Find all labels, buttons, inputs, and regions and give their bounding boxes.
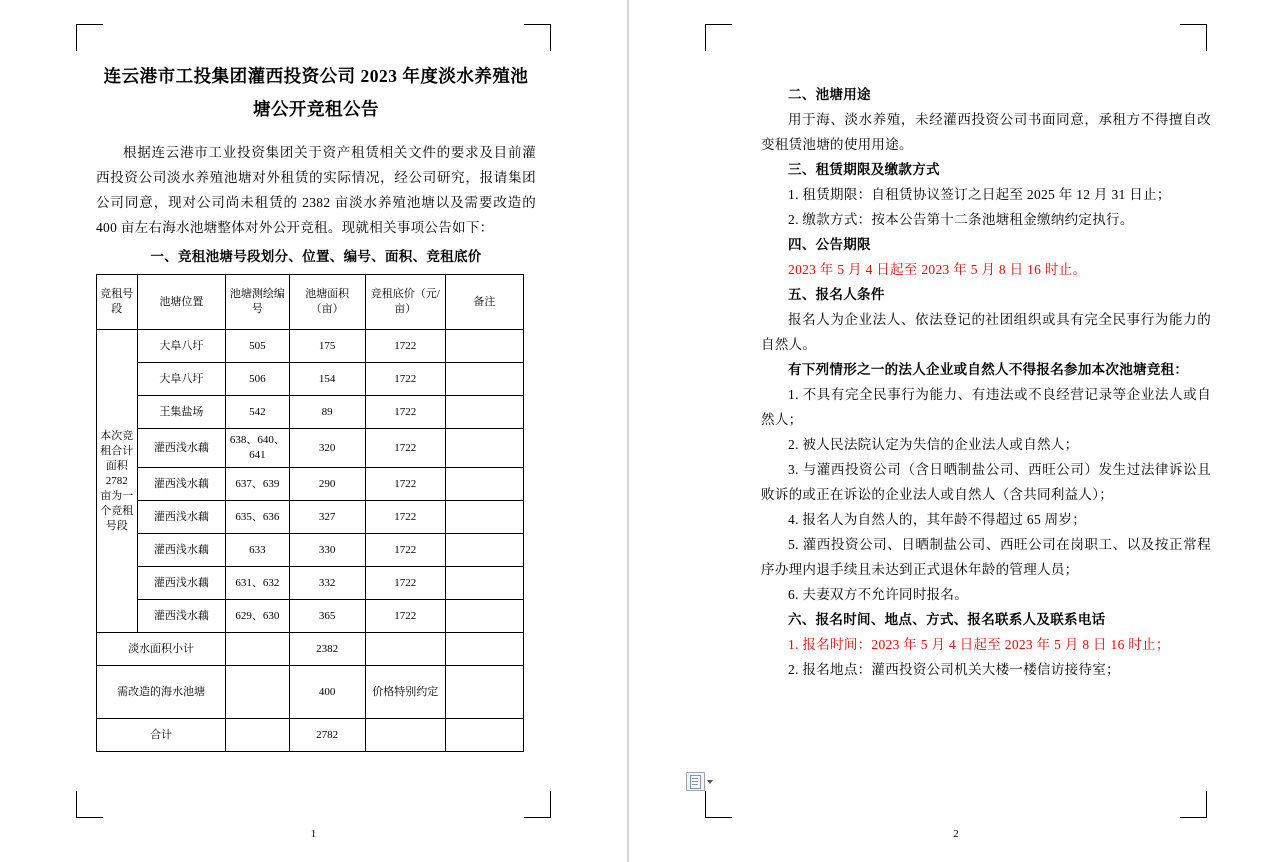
paragraph: 5. 灌西投资公司、日晒制盐公司、西旺公司在岗职工、以及按正常程序办理内退手续且未达到正式退休年龄的管理人员； [761,537,1212,577]
table-cell-total-code [226,719,290,752]
table-cell-location: 大阜八圩 [137,330,226,363]
crop-mark-top-right [524,24,551,51]
page-1-content [96,60,536,752]
paragraph: 1. 租赁期限：自租赁协议签订之日起至 2025 年 12 月 31 日止； [788,187,1171,202]
paragraph: 报名人为企业法人、依法登记的社团组织或具有完全民事行为能力的自然人。 [761,312,1212,352]
table-cell-subtotal-price [365,633,445,666]
table-cell-price: 1722 [365,600,445,633]
crop-mark-bottom-right [1180,791,1207,818]
table-cell-location: 灌西浅水藕 [137,429,226,468]
registration-time-text: 1. 报名时间：2023 年 5 月 4 日起至 2023 年 5 月 8 日 16 时止； [788,637,1170,652]
table-row [97,396,524,429]
table-cell-code: 638、640、641 [226,429,290,468]
crop-mark-top-left [76,24,103,51]
section-heading-five: 五、报名人条件 [788,287,885,302]
table-header-cell: 竞租底价（元/亩） [365,275,445,330]
crop-mark-bottom-right [524,791,551,818]
bid-lot-cell: 本次竞租合计面积 2782 亩为一个竞租号段 [97,330,138,633]
table-cell-price: 1722 [365,396,445,429]
paste-options-icon[interactable] [686,772,705,791]
table-cell-note [445,501,523,534]
table-cell-location: 灌西浅水藕 [137,534,226,567]
table-cell-area: 290 [289,468,365,501]
intro-paragraph: 根据连云港市工业投资集团关于资产租赁相关文件的要求及目前灌西投资公司淡水养殖池塘对外租赁的实际情况，经公司研究，报请集团公司同意，现对公司尚未租赁的 2382 亩淡水养殖池塘以及需要改造的 400 亩左右海水池塘整体对外公开竞租。现就相关事项公告如下： [96,145,536,235]
table-cell-total-note [445,719,523,752]
table-cell-location: 灌西浅水藕 [137,600,226,633]
table-cell-total-area: 2782 [289,719,365,752]
section-heading-four: 四、公告期限 [788,237,871,252]
page-title: 连云港市工投集团灌西投资公司 2023 年度淡水养殖池塘公开竞租公告 [103,66,529,119]
table-cell-area: 332 [289,567,365,600]
table-row-seawater [97,666,524,719]
table-cell-price: 1722 [365,429,445,468]
table-cell-area: 327 [289,501,365,534]
paragraph: 6. 夫妻双方不允许同时报名。 [788,587,969,602]
table-cell-note [445,363,523,396]
table-header-cell: 竞租号段 [97,275,138,330]
document-page-2 [629,0,1283,862]
paragraph: 用于海、淡水养殖，未经灌西投资公司书面同意，承租方不得擅自改变租赁池塘的使用用途。 [761,112,1212,152]
table-row [97,501,524,534]
page-number-2: 2 [953,828,959,840]
table-cell-code: 506 [226,363,290,396]
paragraph: 2. 报名地点：灌西投资公司机关大楼一楼信访接待室； [788,662,1120,677]
table-cell-total-price [365,719,445,752]
section-heading-three: 三、租赁期限及缴款方式 [788,162,940,177]
document-page-1 [0,0,627,862]
paragraph: 3. 与灌西投资公司（含日晒制盐公司、西旺公司）发生过法律诉讼且败诉的或正在诉讼的企业法人或自然人（含共同利益人）； [761,462,1212,502]
crop-mark-bottom-left [76,791,103,818]
table-cell-area: 365 [289,600,365,633]
crop-mark-top-right [1180,24,1207,51]
table-cell-area: 320 [289,429,365,468]
table-cell-area: 175 [289,330,365,363]
table-row [97,468,524,501]
table-cell-area: 89 [289,396,365,429]
paragraph: 2. 缴款方式：按本公告第十二条池塘租金缴纳约定执行。 [788,212,1134,227]
table-header-cell: 池塘位置 [137,275,226,330]
table-cell-code: 637、639 [226,468,290,501]
table-cell-code: 631、632 [226,567,290,600]
paragraph: 4. 报名人为自然人的，其年龄不得超过 65 周岁； [788,512,1087,527]
table-cell-seawater-note [445,666,523,719]
table-cell-note [445,330,523,363]
table-cell-subtotal-area: 2382 [289,633,365,666]
table-cell-seawater-code [226,666,290,719]
table-row [97,363,524,396]
paragraph: 2. 被人民法院认定为失信的企业法人或自然人； [788,437,1079,452]
table-cell-note [445,468,523,501]
page-number-1: 1 [310,828,317,840]
table-cell-price: 1722 [365,567,445,600]
table-cell-price: 1722 [365,501,445,534]
table-cell-location: 大阜八圩 [137,363,226,396]
table-cell-code: 633 [226,534,290,567]
table-row [97,429,524,468]
table-cell-seawater-price: 价格特别约定 [365,666,445,719]
table-row [97,534,524,567]
chevron-down-icon[interactable] [707,780,713,784]
crop-mark-top-left [705,24,732,51]
table-header-cell: 备注 [445,275,523,330]
table-cell-code: 542 [226,396,290,429]
table-header-cell: 池塘测绘编号 [226,275,290,330]
table-cell-price: 1722 [365,468,445,501]
table-cell-code: 635、636 [226,501,290,534]
table-cell-area: 330 [289,534,365,567]
table-row-total [97,719,524,752]
announcement-period-text: 2023 年 5 月 4 日起至 2023 年 5 月 8 日 16 时止。 [788,262,1087,277]
paragraph-bold: 有下列情形之一的法人企业或自然人不得报名参加本次池塘竞租： [788,362,1189,377]
table-row [97,330,524,363]
section-heading-six: 六、报名时间、地点、方式、报名联系人及联系电话 [788,612,1106,627]
table-cell-seawater-label: 需改造的海水池塘 [97,666,226,719]
table-cell-subtotal-note [445,633,523,666]
table-cell-price: 1722 [365,330,445,363]
table-cell-note [445,567,523,600]
section-heading-one: 一、竞租池塘号段划分、位置、编号、面积、竞租底价 [150,249,482,264]
table-cell-note [445,396,523,429]
bid-table [96,274,524,752]
table-cell-total-label: 合计 [97,719,226,752]
paste-options-control[interactable] [686,772,713,791]
table-cell-price: 1722 [365,534,445,567]
crop-mark-bottom-left [705,791,732,818]
table-cell-note [445,534,523,567]
table-cell-code: 505 [226,330,290,363]
table-row-subtotal [97,633,524,666]
table-cell-location: 灌西浅水藕 [137,501,226,534]
table-header-cell: 池塘面积（亩） [289,275,365,330]
section-heading-two: 二、池塘用途 [788,87,871,102]
table-cell-note [445,600,523,633]
table-cell-location: 灌西浅水藕 [137,468,226,501]
table-cell-subtotal-code [226,633,290,666]
table-cell-area: 154 [289,363,365,396]
table-cell-price: 1722 [365,363,445,396]
table-row [97,567,524,600]
table-cell-note [445,429,523,468]
table-cell-location: 灌西浅水藕 [137,567,226,600]
table-cell-location: 王集盐场 [137,396,226,429]
table-cell-seawater-area: 400 [289,666,365,719]
table-cell-code: 629、630 [226,600,290,633]
table-row [97,600,524,633]
table-header-row [97,275,524,330]
table-cell-subtotal-label: 淡水面积小计 [97,633,226,666]
paragraph: 1. 不具有完全民事行为能力、有违法或不良经营记录等企业法人或自然人； [761,387,1212,427]
page-2-content [761,82,1211,682]
